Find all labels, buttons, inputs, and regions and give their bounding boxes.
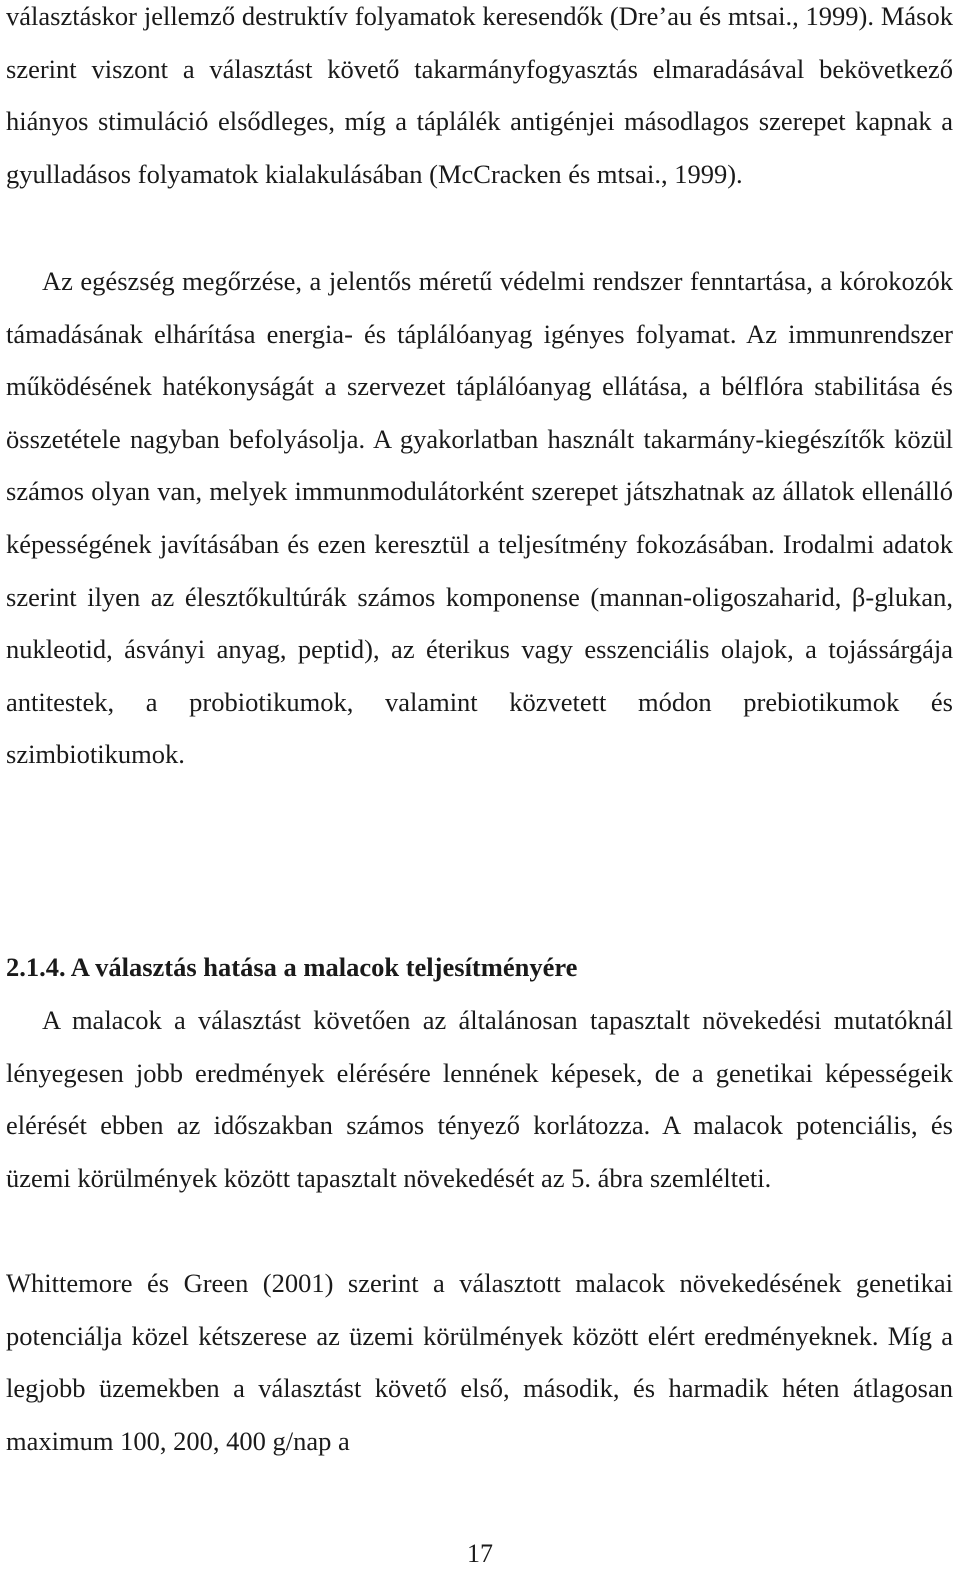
section-heading: 2.1.4. A választás hatása a malacok teljesítményére	[6, 952, 578, 982]
body-paragraph-1: választáskor jellemző destruktív folyamatok keresendők (Dre’au és mtsai., 1999). Mások szerint viszont a választást követő takarmányfogyasztás elmaradásával bekövetkező hiányos stimuláció elsődleges, míg a táplálék antigénjei másodlagos szerepet kapnak a gyulladásos folyamatok kialakulásában (McCracken és mtsai., 1999).	[6, 1, 953, 189]
body-paragraph-2: Az egészség megőrzése, a jelentős méretű védelmi rendszer fenntartása, a kórokozók támadásának elhárítása energia- és táplálóanyag igényes folyamat. Az immunrendszer működésének hatékonyságát a szervezet táplálóanyag ellátása, a bélflóra stabilitása és összetétele nagyban befolyásolja. A gyakorlatban használt takarmány-kiegészítők közül számos olyan van, melyek immunmodulátorként szerepet játszhatnak az állatok ellenálló képességének javításában és ezen keresztül a teljesítmény fokozásában. Irodalmi adatok szerint ilyen az élesztőkultúrák számos komponense (mannan-oligoszaharid, β-glukan, nukleotid, ásványi anyag, peptid), az éterikus vagy esszenciális olajok, a tojássárgája antitestek, a probiotikumok, valamint közvetett módon prebiotikumok és szimbiotikumok.	[6, 266, 953, 770]
page-number: 17	[467, 1539, 493, 1568]
section-paragraph-2: Whittemore és Green (2001) szerint a választott malacok növekedésének genetikai potenciálja közel kétszerese az üzemi körülmények között elért eredményeknek. Míg a legjobb üzemekben a választást követő első, második, és harmadik héten átlagosan maximum 100, 200, 400 g/nap a	[6, 1268, 953, 1456]
section-paragraph-1: A malacok a választást követően az általánosan tapasztalt növekedési mutatóknál lényegesen jobb eredmények elérésére lennének képesek, de a genetikai képességeik elérését ebben az időszakban számos tényező korlátozza. A malacok potenciális, és üzemi körülmények között tapasztalt növekedését az 5. ábra szemlélteti.	[6, 1005, 953, 1193]
